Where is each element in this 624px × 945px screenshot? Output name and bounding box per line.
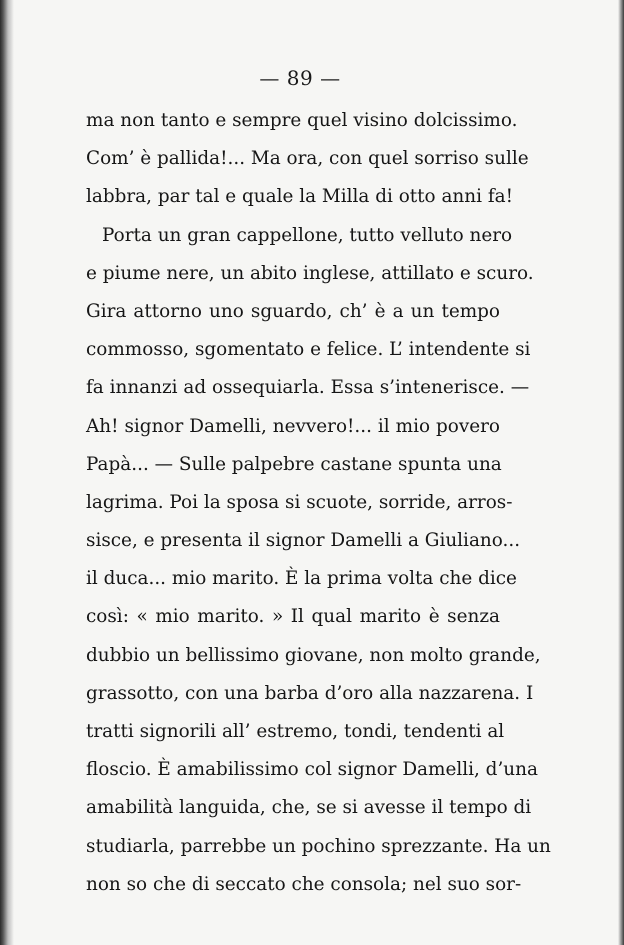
page-left-edge-shadow <box>0 0 14 945</box>
text-line: sisce, e presenta il signor Damelli a Giuliano... <box>86 530 521 552</box>
text-line: così: « mio marito. » Il qual marito è senza <box>86 606 500 628</box>
text-line: lagrima. Poi la sposa si scuote, sorride, arros- <box>86 491 513 513</box>
text-line: Com’ è pallida!... Ma ora, con quel sorriso sulle <box>86 148 529 170</box>
text-line: dubbio un bellissimo giovane, non molto grande, <box>86 644 541 666</box>
text-line: il duca... mio marito. È la prima volta che dice <box>86 568 517 590</box>
text-line: Ah! signor Damelli, nevvero!... il mio povero <box>86 415 500 437</box>
text-line: Papà... — Sulle palpebre castane spunta una <box>86 453 502 475</box>
text-line: grassotto, con una barba d’oro alla nazzarena. I <box>86 682 534 704</box>
text-line: labbra, par tal e quale la Milla di otto anni fa! <box>86 186 514 208</box>
body-text <box>86 102 551 904</box>
text-line: commosso, sgomentato e felice. L’ intendente si <box>86 339 531 361</box>
text-line: floscio. È amabilissimo col signor Damelli, d’una <box>86 759 538 781</box>
text-line: non so che di seccato che consola; nel suo sor- <box>86 873 522 895</box>
text-line: e piume nere, un abito inglese, attillato e scuro. <box>86 262 534 284</box>
text-line: Gira attorno uno sguardo, ch’ è a un tempo <box>86 300 500 322</box>
page-right-edge-shadow <box>618 0 624 945</box>
text-line: amabilità languida, che, se si avesse il tempo di <box>86 797 532 819</box>
text-line-paragraph-start: Porta un gran cappellone, tutto velluto nero <box>102 224 513 246</box>
text-line: studiarla, parrebbe un pochino sprezzante. Ha un <box>86 835 551 857</box>
text-line: ma non tanto e sempre quel visino dolcissimo. <box>86 110 518 131</box>
page-number: — 89 — <box>259 66 341 90</box>
text-line: fa innanzi ad ossequiarla. Essa s’intenerisce. — <box>86 377 530 399</box>
text-line: tratti signorili all’ estremo, tondi, tendenti al <box>86 721 505 742</box>
